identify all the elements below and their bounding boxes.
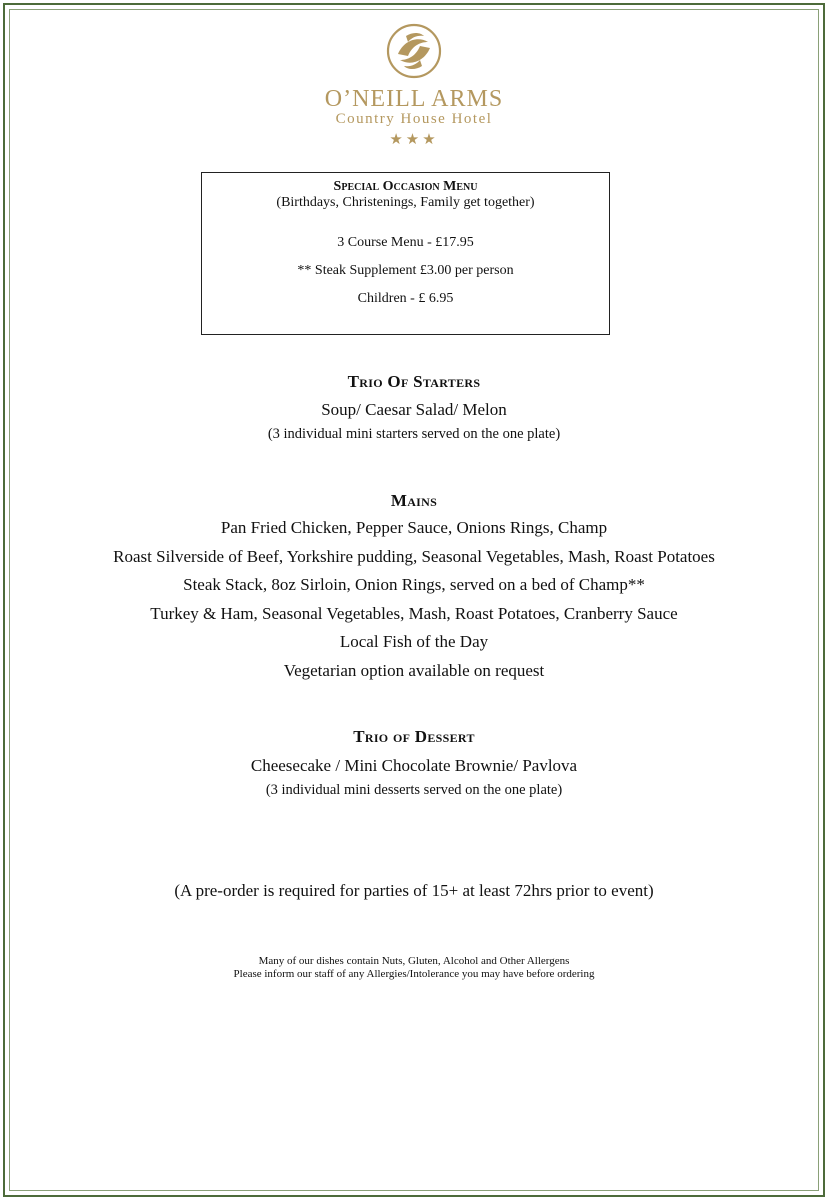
main-item: Vegetarian option available on request	[283, 660, 545, 680]
starters-heading: Trio Of Starters	[347, 372, 481, 391]
children-price: Children - £ 6.95	[357, 291, 454, 306]
menu-price: 3 Course Menu - £17.95	[337, 235, 474, 250]
allergen-line-2: Please inform our staff of any Allergies/Intolerance you may have before ordering	[233, 968, 595, 980]
dessert-note: (3 individual mini desserts served on the one plate)	[265, 781, 563, 798]
preorder-note	[0, 877, 828, 906]
star-rating: ★★★	[389, 130, 439, 148]
mains-heading: Mains	[390, 491, 438, 510]
main-item: Pan Fried Chicken, Pepper Sauce, Onions Rings, Champ	[220, 518, 608, 537]
main-item: Turkey & Ham, Seasonal Vegetables, Mash, Roast Potatoes, Cranberry Sauce	[150, 603, 678, 623]
preorder-text: (A pre-order is required for parties of 15+ at least 72hrs prior to event)	[174, 881, 654, 900]
main-item: Local Fish of the Day	[339, 632, 489, 651]
main-item: Roast Silverside of Beef, Yorkshire pudding, Seasonal Vegetables, Mash, Roast Potatoes	[113, 546, 715, 566]
mains-section	[0, 491, 828, 685]
hotel-name: O’NEILL ARMS	[324, 86, 504, 112]
starters-note: (3 individual mini starters served on the one plate)	[267, 425, 561, 442]
occasion-subtitle: (Birthdays, Christenings, Family get together)	[276, 195, 535, 210]
dessert-items: Cheesecake / Mini Chocolate Brownie/ Pavlova	[250, 756, 578, 775]
hotel-header	[0, 22, 828, 148]
allergen-line-1: Many of our dishes contain Nuts, Gluten, Alcohol and Other Allergens	[258, 955, 570, 967]
starters-items: Soup/ Caesar Salad/ Melon	[321, 400, 507, 419]
hotel-subtitle: Country House Hotel	[335, 111, 493, 127]
main-item: Steak Stack, 8oz Sirloin, Onion Rings, served on a bed of Champ**	[183, 575, 645, 594]
starters-section	[0, 372, 828, 443]
dessert-section	[0, 727, 828, 799]
hotel-logo-icon	[384, 22, 444, 80]
occasion-title: Special Occasion Menu	[333, 179, 478, 194]
dessert-heading: Trio of Dessert	[353, 727, 475, 746]
steak-supplement: ** Steak Supplement £3.00 per person	[297, 263, 514, 278]
allergen-notice	[0, 955, 828, 981]
occasion-box	[201, 172, 610, 335]
